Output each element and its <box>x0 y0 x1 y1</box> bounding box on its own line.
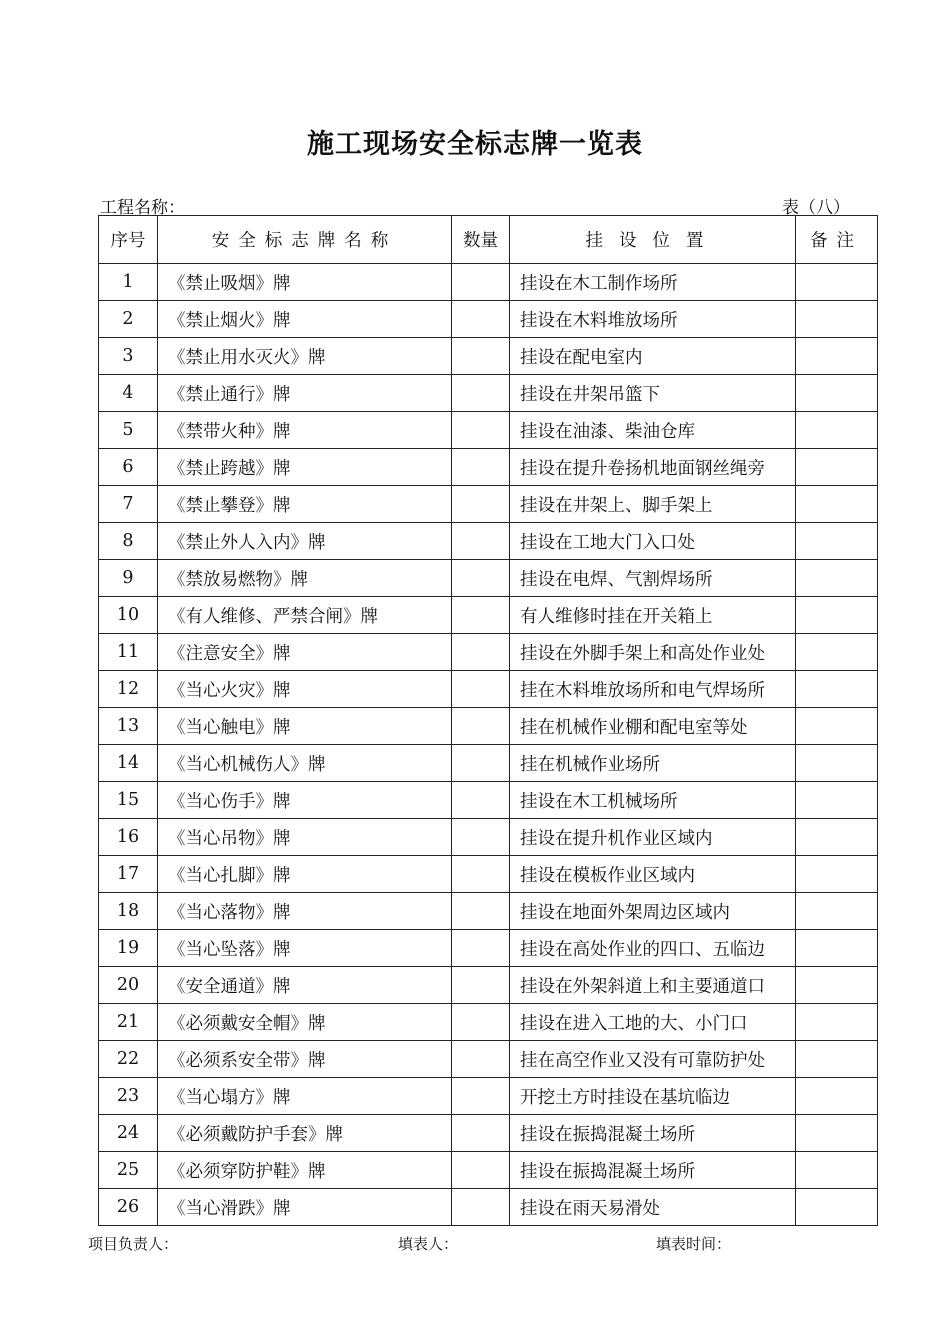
row-seq: 19 <box>99 930 158 967</box>
row-remark <box>796 412 878 449</box>
row-quantity <box>452 560 510 597</box>
row-sign-name: 《当心触电》牌 <box>158 708 452 745</box>
row-quantity <box>452 708 510 745</box>
row-remark <box>796 338 878 375</box>
row-quantity <box>452 893 510 930</box>
row-quantity <box>452 597 510 634</box>
row-location: 挂设在雨天易滑处 <box>510 1189 796 1226</box>
row-remark <box>796 856 878 893</box>
table-row <box>99 560 878 597</box>
row-location: 挂在木料堆放场所和电气焊场所 <box>510 671 796 708</box>
row-quantity <box>452 1004 510 1041</box>
row-location: 挂设在工地大门入口处 <box>510 523 796 560</box>
row-remark <box>796 967 878 1004</box>
row-remark <box>796 1152 878 1189</box>
footer <box>88 1233 888 1253</box>
row-quantity <box>452 338 510 375</box>
row-sign-name: 《必须戴防护手套》牌 <box>158 1115 452 1152</box>
table-row <box>99 449 878 486</box>
row-quantity <box>452 1152 510 1189</box>
row-sign-name: 《禁止用水灭火》牌 <box>158 338 452 375</box>
row-seq: 21 <box>99 1004 158 1041</box>
row-remark <box>796 1041 878 1078</box>
row-remark <box>796 486 878 523</box>
row-seq: 26 <box>99 1189 158 1226</box>
row-quantity <box>452 782 510 819</box>
row-sign-name: 《当心塌方》牌 <box>158 1078 452 1115</box>
row-location: 挂设在电焊、气割焊场所 <box>510 560 796 597</box>
header-remark: 备注 <box>796 216 878 264</box>
row-quantity <box>452 1189 510 1226</box>
row-remark <box>796 523 878 560</box>
row-quantity <box>452 967 510 1004</box>
table-row <box>99 930 878 967</box>
row-quantity <box>452 412 510 449</box>
table-row <box>99 782 878 819</box>
table-number: 表（八） <box>782 198 850 218</box>
header-sign-name: 安全标志牌名称 <box>158 216 452 264</box>
table-row <box>99 1189 878 1226</box>
row-location: 挂在机械作业棚和配电室等处 <box>510 708 796 745</box>
row-sign-name: 《当心扎脚》牌 <box>158 856 452 893</box>
row-sign-name: 《禁止攀登》牌 <box>158 486 452 523</box>
row-remark <box>796 301 878 338</box>
row-quantity <box>452 856 510 893</box>
row-quantity <box>452 375 510 412</box>
row-seq: 25 <box>99 1152 158 1189</box>
row-location: 挂在机械作业场所 <box>510 745 796 782</box>
table-row <box>99 967 878 1004</box>
table-row <box>99 893 878 930</box>
table-row <box>99 523 878 560</box>
row-sign-name: 《当心滑跌》牌 <box>158 1189 452 1226</box>
table-row <box>99 264 878 301</box>
table-row <box>99 856 878 893</box>
row-location: 开挖土方时挂设在基坑临边 <box>510 1078 796 1115</box>
row-remark <box>796 819 878 856</box>
row-remark <box>796 782 878 819</box>
meta-row <box>100 193 850 218</box>
row-remark <box>796 1189 878 1226</box>
row-remark <box>796 560 878 597</box>
row-seq: 16 <box>99 819 158 856</box>
row-quantity <box>452 486 510 523</box>
row-sign-name: 《安全通道》牌 <box>158 967 452 1004</box>
table-row <box>99 412 878 449</box>
row-sign-name: 《禁带火种》牌 <box>158 412 452 449</box>
row-location: 有人维修时挂在开关箱上 <box>510 597 796 634</box>
row-location: 挂设在木工制作场所 <box>510 264 796 301</box>
table-row <box>99 819 878 856</box>
row-seq: 5 <box>99 412 158 449</box>
row-sign-name: 《禁止吸烟》牌 <box>158 264 452 301</box>
row-seq: 13 <box>99 708 158 745</box>
fill-date-label: 填表时间： <box>656 1235 732 1253</box>
row-quantity <box>452 930 510 967</box>
table-row <box>99 671 878 708</box>
table-row <box>99 1152 878 1189</box>
table-row <box>99 745 878 782</box>
row-sign-name: 《注意安全》牌 <box>158 634 452 671</box>
row-seq: 20 <box>99 967 158 1004</box>
row-location: 挂设在进入工地的大、小门口 <box>510 1004 796 1041</box>
row-sign-name: 《当心落物》牌 <box>158 893 452 930</box>
row-sign-name: 《必须系安全带》牌 <box>158 1041 452 1078</box>
row-location: 挂设在配电室内 <box>510 338 796 375</box>
row-quantity <box>452 634 510 671</box>
row-remark <box>796 597 878 634</box>
table-row <box>99 1004 878 1041</box>
filler-label: 填表人： <box>398 1235 459 1253</box>
row-location: 挂在高空作业又没有可靠防护处 <box>510 1041 796 1078</box>
row-sign-name: 《禁止跨越》牌 <box>158 449 452 486</box>
row-seq: 14 <box>99 745 158 782</box>
row-sign-name: 《禁止烟火》牌 <box>158 301 452 338</box>
table-row <box>99 597 878 634</box>
row-sign-name: 《有人维修、严禁合闸》牌 <box>158 597 452 634</box>
table-row <box>99 708 878 745</box>
row-location: 挂设在地面外架周边区域内 <box>510 893 796 930</box>
project-manager-label: 项目负责人： <box>88 1235 179 1253</box>
row-location: 挂设在振捣混凝土场所 <box>510 1152 796 1189</box>
row-quantity <box>452 449 510 486</box>
row-quantity <box>452 1115 510 1152</box>
row-sign-name: 《禁放易燃物》牌 <box>158 560 452 597</box>
row-quantity <box>452 1041 510 1078</box>
table-row <box>99 1041 878 1078</box>
row-location: 挂设在木工机械场所 <box>510 782 796 819</box>
row-seq: 17 <box>99 856 158 893</box>
table-row <box>99 634 878 671</box>
row-seq: 23 <box>99 1078 158 1115</box>
row-location: 挂设在提升卷扬机地面钢丝绳旁 <box>510 449 796 486</box>
row-seq: 4 <box>99 375 158 412</box>
table-row <box>99 338 878 375</box>
row-quantity <box>452 745 510 782</box>
document-title: 施工现场安全标志牌一览表 <box>307 129 643 160</box>
row-quantity <box>452 819 510 856</box>
row-remark <box>796 449 878 486</box>
row-remark <box>796 745 878 782</box>
row-sign-name: 《当心吊物》牌 <box>158 819 452 856</box>
row-quantity <box>452 671 510 708</box>
row-seq: 7 <box>99 486 158 523</box>
row-seq: 9 <box>99 560 158 597</box>
row-location: 挂设在井架吊篮下 <box>510 375 796 412</box>
row-remark <box>796 1004 878 1041</box>
row-remark <box>796 708 878 745</box>
row-sign-name: 《当心伤手》牌 <box>158 782 452 819</box>
row-remark <box>796 930 878 967</box>
row-seq: 18 <box>99 893 158 930</box>
row-sign-name: 《当心机械伤人》牌 <box>158 745 452 782</box>
row-quantity <box>452 1078 510 1115</box>
row-seq: 22 <box>99 1041 158 1078</box>
table-body <box>99 264 878 1226</box>
row-seq: 3 <box>99 338 158 375</box>
row-location: 挂设在油漆、柴油仓库 <box>510 412 796 449</box>
row-quantity <box>452 523 510 560</box>
row-sign-name: 《禁止通行》牌 <box>158 375 452 412</box>
table-header-row <box>99 216 878 264</box>
row-location: 挂设在外脚手架上和高处作业处 <box>510 634 796 671</box>
row-seq: 12 <box>99 671 158 708</box>
table-row <box>99 486 878 523</box>
table-row <box>99 1115 878 1152</box>
row-remark <box>796 893 878 930</box>
row-sign-name: 《当心火灾》牌 <box>158 671 452 708</box>
row-seq: 2 <box>99 301 158 338</box>
row-seq: 6 <box>99 449 158 486</box>
row-location: 挂设在模板作业区域内 <box>510 856 796 893</box>
header-seq: 序号 <box>99 216 158 264</box>
project-name-label: 工程名称： <box>100 198 185 218</box>
header-quantity: 数量 <box>452 216 510 264</box>
row-sign-name: 《必须戴安全帽》牌 <box>158 1004 452 1041</box>
table-row <box>99 1078 878 1115</box>
row-quantity <box>452 301 510 338</box>
row-location: 挂设在提升机作业区域内 <box>510 819 796 856</box>
table-row <box>99 375 878 412</box>
row-seq: 15 <box>99 782 158 819</box>
row-remark <box>796 634 878 671</box>
table-row <box>99 301 878 338</box>
row-location: 挂设在外架斜道上和主要通道口 <box>510 967 796 1004</box>
safety-signs-table <box>98 215 878 1226</box>
row-location: 挂设在振捣混凝土场所 <box>510 1115 796 1152</box>
row-seq: 10 <box>99 597 158 634</box>
row-location: 挂设在井架上、脚手架上 <box>510 486 796 523</box>
row-location: 挂设在高处作业的四口、五临边 <box>510 930 796 967</box>
row-remark <box>796 671 878 708</box>
row-location: 挂设在木料堆放场所 <box>510 301 796 338</box>
row-sign-name: 《必须穿防护鞋》牌 <box>158 1152 452 1189</box>
header-location: 挂设位置 <box>510 216 796 264</box>
row-seq: 11 <box>99 634 158 671</box>
row-sign-name: 《禁止外人入内》牌 <box>158 523 452 560</box>
row-remark <box>796 1078 878 1115</box>
row-remark <box>796 375 878 412</box>
row-seq: 24 <box>99 1115 158 1152</box>
row-sign-name: 《当心坠落》牌 <box>158 930 452 967</box>
row-seq: 8 <box>99 523 158 560</box>
row-remark <box>796 1115 878 1152</box>
row-quantity <box>452 264 510 301</box>
row-seq: 1 <box>99 264 158 301</box>
row-remark <box>796 264 878 301</box>
